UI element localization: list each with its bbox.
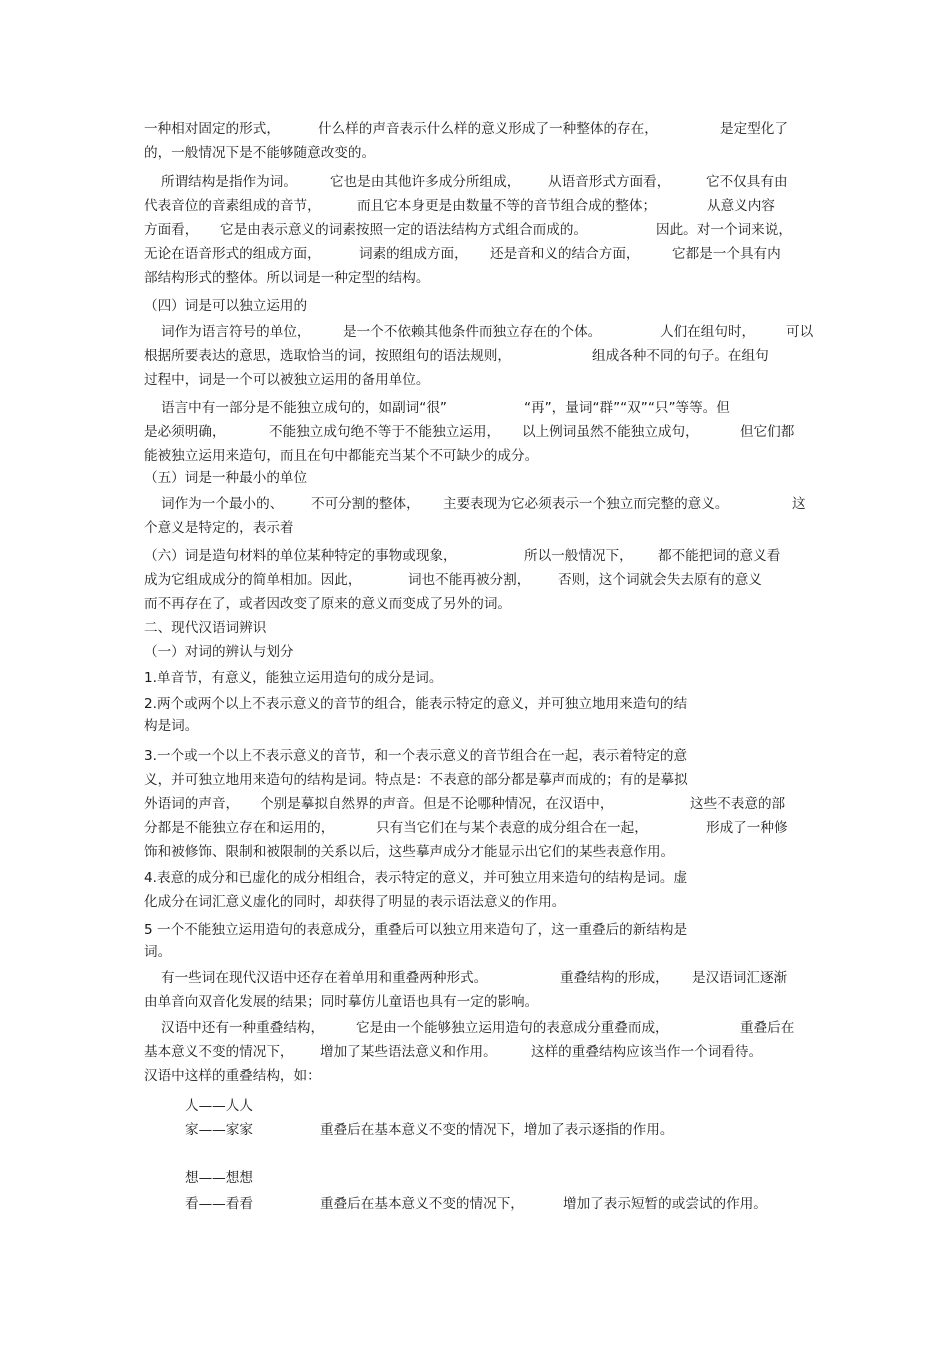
- text-segment: 是必须明确，: [144, 424, 226, 440]
- text-segment: 重叠后在基本意义不变的情况下，: [320, 1196, 524, 1212]
- text-segment: 人——人人: [185, 1098, 253, 1114]
- text-line: [0, 396, 950, 420]
- text-segment: 1.单音节，有意义，能独立运用造句的成分是词。: [144, 670, 443, 686]
- text-line: [0, 141, 950, 165]
- text-line: [0, 616, 950, 640]
- text-line: [0, 792, 950, 816]
- text-segment: 家——家家: [185, 1122, 253, 1138]
- text-line: [0, 1166, 950, 1190]
- text-segment: 构是词。: [144, 718, 199, 734]
- text-segment: 语言中有一部分是不能独立成句的，如副词“很”: [161, 400, 447, 416]
- text-segment: 成为它组成成分的简单相加。因此，: [144, 572, 362, 588]
- text-segment: 无论在语音形式的组成方面，: [144, 246, 321, 262]
- text-line: [0, 1016, 950, 1040]
- text-segment: 它不仅具有由: [706, 174, 788, 190]
- text-segment: 只有当它们在与某个表意的成分组合在一起，: [376, 820, 648, 836]
- text-segment: 而不再存在了，或者因改变了原来的意义而变成了另外的词。: [144, 596, 512, 612]
- text-segment: 但它们都: [740, 424, 795, 440]
- text-segment: 所谓结构是指作为词。: [161, 174, 297, 190]
- text-line: [0, 714, 950, 738]
- text-line: [0, 344, 950, 368]
- text-line: [0, 744, 950, 768]
- text-segment: 过程中，词是一个可以被独立运用的备用单位。: [144, 372, 430, 388]
- text-segment: 的，一般情况下是不能够随意改变的。: [144, 145, 376, 161]
- text-segment: 重叠结构的形成，: [560, 970, 669, 986]
- text-segment: 重叠后在基本意义不变的情况下，增加了表示逐指的作用。: [320, 1122, 674, 1138]
- text-segment: 5 一个不能独立运用造句的表意成分，重叠后可以独立用来造句了，这一重叠后的新结构是: [144, 922, 688, 938]
- text-line: [0, 816, 950, 840]
- text-segment: 2.两个或两个以上不表示意义的音节的组合，能表示特定的意义，并可独立地用来造句的结: [144, 696, 688, 712]
- text-segment: 汉语中还有一种重叠结构，: [161, 1020, 325, 1036]
- text-line: [0, 592, 950, 616]
- text-line: [0, 544, 950, 568]
- text-line: [0, 466, 950, 490]
- text-segment: 饰和被修饰、限制和被限制的关系以后，这些摹声成分才能显示出它们的某些表意作用。: [144, 844, 675, 860]
- text-segment: 重叠后在: [740, 1020, 795, 1036]
- text-segment: 形成了一种修: [706, 820, 788, 836]
- text-segment: 个意义是特定的，表示着: [144, 520, 294, 536]
- text-segment: 从意义内容: [707, 198, 775, 214]
- text-segment: 是定型化了: [720, 121, 788, 137]
- text-segment: 词也不能再被分割，: [408, 572, 531, 588]
- text-segment: 外语词的声音，: [144, 796, 240, 812]
- text-line: [0, 666, 950, 690]
- text-line: [0, 294, 950, 318]
- text-line: [0, 640, 950, 664]
- text-segment: 基本意义不变的情况下，: [144, 1044, 294, 1060]
- text-line: [0, 840, 950, 864]
- text-segment: 词作为一个最小的、: [161, 496, 284, 512]
- text-segment: 所以一般情况下，: [524, 548, 633, 564]
- text-segment: 分都是不能独立存在和运用的，: [144, 820, 335, 836]
- text-segment: 人们在组句时，: [660, 324, 756, 340]
- text-segment: 以上例词虽然不能独立成句，: [522, 424, 699, 440]
- text-segment: 是汉语词汇逐渐: [692, 970, 788, 986]
- text-segment: “再”，量词“群”“双”“只”等等。但: [524, 400, 730, 416]
- text-segment: 它是由表示意义的词素按照一定的语法结构方式组合而成的。: [220, 222, 588, 238]
- text-segment: 词。: [144, 944, 172, 960]
- text-segment: 想——想想: [185, 1170, 253, 1186]
- text-segment: 由单音向双音化发展的结果；同时摹仿儿童语也具有一定的影响。: [144, 994, 539, 1010]
- text-segment: 一种相对固定的形式，: [144, 121, 280, 137]
- text-line: [0, 170, 950, 194]
- text-segment: 部结构形式的整体。所以词是一种定型的结构。: [144, 270, 430, 286]
- text-segment: 二、现代汉语词辨识: [144, 620, 267, 636]
- text-line: [0, 516, 950, 540]
- text-segment: 根据所要表达的意思，选取恰当的词，按照组句的语法规则，: [144, 348, 512, 364]
- text-segment: 这样的重叠结构应该当作一个词看待。: [531, 1044, 763, 1060]
- text-line: [0, 218, 950, 242]
- text-segment: 不能独立成句绝不等于不能独立运用，: [269, 424, 501, 440]
- text-segment: 什么样的声音表示什么样的意义形成了一种整体的存在，: [318, 121, 658, 137]
- text-segment: 它都是一个具有内: [672, 246, 781, 262]
- text-segment: 看——看看: [185, 1196, 253, 1212]
- text-line: [0, 492, 950, 516]
- text-line: [0, 966, 950, 990]
- text-segment: 因此。对一个词来说，: [656, 222, 792, 238]
- text-line: [0, 266, 950, 290]
- text-segment: 增加了某些语法意义和作用。: [320, 1044, 497, 1060]
- text-segment: （五）词是一种最小的单位: [144, 470, 308, 486]
- text-segment: 词作为语言符号的单位，: [161, 324, 311, 340]
- text-segment: 有一些词在现代汉语中还存在着单用和重叠两种形式。: [161, 970, 488, 986]
- text-line: [0, 420, 950, 444]
- text-line: [0, 117, 950, 141]
- text-segment: （一）对词的辨认与划分: [144, 644, 294, 660]
- text-line: [0, 1094, 950, 1118]
- text-segment: 增加了表示短暂的或尝试的作用。: [563, 1196, 767, 1212]
- text-segment: 从语音形式方面看，: [548, 174, 671, 190]
- text-line: [0, 1064, 950, 1088]
- text-segment: 主要表现为它必须表示一个独立而完整的意义。: [443, 496, 729, 512]
- text-segment: 词素的组成方面，: [359, 246, 468, 262]
- text-segment: 4.表意的成分和已虚化的成分相组合，表示特定的意义，并可独立用来造句的结构是词。虚: [144, 870, 688, 886]
- text-line: [0, 242, 950, 266]
- text-segment: 这些不表意的部: [690, 796, 786, 812]
- text-segment: 都不能把词的意义看: [658, 548, 781, 564]
- text-segment: 而且它本身更是由数量不等的音节组合成的整体；: [357, 198, 657, 214]
- text-line: [0, 568, 950, 592]
- text-segment: 义，并可独立地用来造句的结构是词。特点是：不表意的部分都是摹声而成的；有的是摹拟: [144, 772, 688, 788]
- text-segment: 它也是由其他许多成分所组成，: [330, 174, 521, 190]
- text-line: [0, 194, 950, 218]
- text-segment: 代表音位的音素组成的音节，: [144, 198, 321, 214]
- text-line: [0, 368, 950, 392]
- text-line: [0, 940, 950, 964]
- text-line: [0, 1118, 950, 1142]
- text-line: [0, 1040, 950, 1064]
- text-line: [0, 320, 950, 344]
- text-segment: 方面看，: [144, 222, 199, 238]
- text-segment: 个别是摹拟自然界的声音。但是不论哪种情况，在汉语中，: [260, 796, 614, 812]
- text-line: [0, 444, 950, 468]
- text-line: [0, 1192, 950, 1216]
- text-segment: 是一个不依赖其他条件而独立存在的个体。: [343, 324, 602, 340]
- text-line: [0, 890, 950, 914]
- text-line: [0, 866, 950, 890]
- text-segment: 还是音和义的结合方面，: [490, 246, 640, 262]
- text-segment: 这: [792, 496, 806, 512]
- text-line: [0, 692, 950, 716]
- text-segment: 汉语中这样的重叠结构，如：: [144, 1068, 321, 1084]
- text-segment: 它是由一个能够独立运用造句的表意成分重叠而成，: [356, 1020, 669, 1036]
- text-segment: 组成各种不同的句子。在组句: [592, 348, 769, 364]
- text-segment: 否则，这个词就会失去原有的意义: [558, 572, 762, 588]
- text-line: [0, 918, 950, 942]
- text-segment: （六）词是造句材料的单位某种特定的事物或现象，: [144, 548, 457, 564]
- text-line: [0, 768, 950, 792]
- text-segment: 不可分割的整体，: [311, 496, 420, 512]
- text-segment: 可以: [786, 324, 814, 340]
- text-segment: 化成分在词汇意义虚化的同时，却获得了明显的表示语法意义的作用。: [144, 894, 566, 910]
- text-segment: 能被独立运用来造句，而且在句中都能充当某个不可缺少的成分。: [144, 448, 539, 464]
- text-segment: 3.一个或一个以上不表示意义的音节，和一个表示意义的音节组合在一起，表示着特定的意: [144, 748, 688, 764]
- text-line: [0, 990, 950, 1014]
- text-segment: （四）词是可以独立运用的: [144, 298, 308, 314]
